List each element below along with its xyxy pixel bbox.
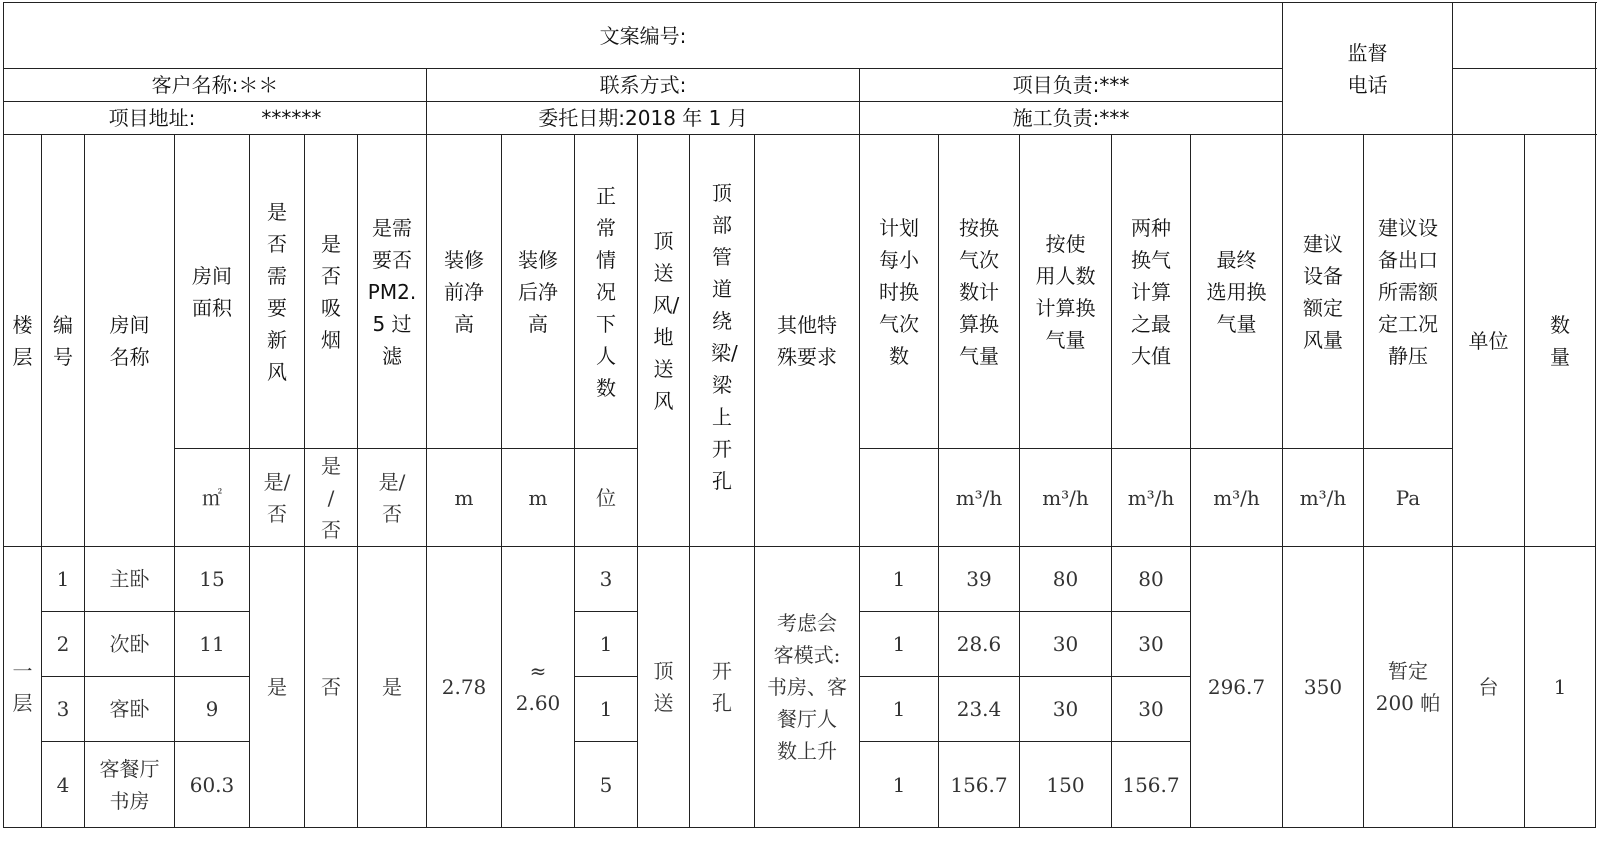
unit-pm25: 是/ 否: [358, 449, 427, 547]
col-people-label: 正常情况下人数: [596, 183, 616, 400]
construction-lead-label: 施工负责:***: [1012, 106, 1130, 130]
special-cell: 考虑会 客模式: 书房、客 餐厅人 数上升: [755, 547, 860, 828]
table-row-plan-ach: 1: [860, 612, 939, 677]
unit-smoking: 是 / 否: [305, 449, 358, 547]
col-special-label: 其他特 殊要求: [777, 312, 837, 369]
table-row-no: 4: [42, 742, 85, 828]
unit-height-after: m: [502, 449, 575, 547]
unit-max: m³/h: [1112, 449, 1191, 547]
unit-people: 位: [575, 449, 638, 547]
table-row-area: 9: [175, 677, 250, 742]
height-before-cell: 2.78: [427, 547, 502, 828]
floor-value: 一层: [12, 659, 33, 715]
table-row-name: 次卧: [85, 612, 175, 677]
col-smoking-label: 是否吸烟: [321, 231, 341, 352]
col-by-people-header: [1020, 135, 1112, 449]
supervise-label: 监督 电话: [1347, 40, 1388, 97]
col-no-label: 编号: [53, 312, 73, 369]
unit-cell: 台: [1453, 547, 1525, 828]
table-row-people: 5: [575, 742, 638, 828]
col-by-people-label: 按使 用人数 计算换 气量: [1035, 231, 1096, 352]
qty-cell: 1: [1525, 547, 1596, 828]
col-pm25-header: [358, 135, 427, 449]
col-area-label: 房间 面积: [192, 263, 232, 320]
col-qty-header: [1525, 135, 1596, 547]
table-row-area: 11: [175, 612, 250, 677]
unit-rated: m³/h: [1283, 449, 1364, 547]
unit-by-people: m³/h: [1020, 449, 1112, 547]
unit-height-before: m: [427, 449, 502, 547]
unit-pressure: Pa: [1364, 449, 1453, 547]
table-row-name: 客餐厅 书房: [85, 742, 175, 828]
table-row-max: 30: [1112, 677, 1191, 742]
table-row-max: 156.7: [1112, 742, 1191, 828]
smoking-cell: 否: [305, 547, 358, 828]
ventilation-calculation-sheet: [3, 2, 1596, 828]
col-unit-label: 单位: [1468, 328, 1509, 353]
col-height-before-header: [427, 135, 502, 449]
rated-flow-cell: 350: [1283, 547, 1364, 828]
address-cell: [4, 102, 427, 135]
height-after-cell: ≈ 2.60: [502, 547, 575, 828]
col-plan-ach-header: [860, 135, 939, 449]
col-by-ach-label: 按换 气次 数计 算换 气量: [959, 215, 999, 368]
unit-by-ach: m³/h: [939, 449, 1020, 547]
table-row-by-people: 150: [1020, 742, 1112, 828]
col-height-after-header: [502, 135, 575, 449]
col-height-before-label: 装修 前净 高: [444, 247, 484, 336]
contact-cell: [427, 69, 860, 102]
duct-cell: 开孔: [690, 547, 755, 828]
table-row-plan-ach: 1: [860, 742, 939, 828]
col-fresh-air-label: 是否需要新风: [267, 199, 287, 384]
unit-area: ㎡: [175, 449, 250, 547]
col-duct-label: 顶部管道绕梁/梁上开孔: [711, 181, 738, 493]
final-flow-cell: 296.7: [1191, 547, 1283, 828]
unit-final: m³/h: [1191, 449, 1283, 547]
col-floor-header: [4, 135, 42, 547]
col-room-name-label: 房间 名称: [109, 312, 150, 369]
pm25-cell: 是: [358, 547, 427, 828]
table-row-by-ach: 23.4: [939, 677, 1020, 742]
table-row-by-people: 30: [1020, 612, 1112, 677]
table-row-area: 60.3: [175, 742, 250, 828]
table-row-by-ach: 28.6: [939, 612, 1020, 677]
table-row-max: 30: [1112, 612, 1191, 677]
customer-cell: [4, 69, 427, 102]
project-lead-cell: [860, 69, 1283, 102]
col-plan-ach-label: 计划 每小 时换 气次 数: [879, 215, 919, 368]
address-label: 项目地址:: [108, 106, 196, 130]
col-max-header: [1112, 135, 1191, 449]
table-row-by-people: 30: [1020, 677, 1112, 742]
col-area-header: [175, 135, 250, 449]
floor-cell: [4, 547, 42, 828]
table-row-plan-ach: 1: [860, 677, 939, 742]
fresh-air-cell: 是: [250, 547, 305, 828]
table-row-name: 客卧: [85, 677, 175, 742]
table-row-by-ach: 39: [939, 547, 1020, 612]
col-rated-header: [1283, 135, 1364, 449]
col-qty-label: 数 量: [1550, 312, 1570, 369]
customer-label: 客户名称:＊＊: [151, 73, 279, 97]
supervise-value-cell: [1453, 3, 1596, 69]
col-height-after-label: 装修 后净 高: [518, 247, 558, 336]
col-floor-label: 楼层: [12, 312, 33, 369]
table-row-people: 3: [575, 547, 638, 612]
contact-label: 联系方式:: [599, 73, 687, 97]
col-pressure-header: [1364, 135, 1453, 449]
unit-plan-ach: [860, 449, 939, 547]
address-value: ******: [261, 106, 322, 130]
col-smoking-header: [305, 135, 358, 449]
col-supply-header: [638, 135, 690, 547]
doc-no-label: 文案编号:: [599, 23, 687, 48]
table-row-people: 1: [575, 677, 638, 742]
col-no-header: [42, 135, 85, 547]
table-row-no: 1: [42, 547, 85, 612]
table-row-area: 15: [175, 547, 250, 612]
commission-cell: [427, 102, 860, 135]
table-row-plan-ach: 1: [860, 547, 939, 612]
col-special-header: [755, 135, 860, 547]
col-people-header: [575, 135, 638, 449]
col-by-ach-header: [939, 135, 1020, 449]
col-max-label: 两种 换气 计算 之最 大值: [1131, 215, 1171, 368]
commission-label: 委托日期:2018 年 1 月: [538, 106, 748, 130]
table-row-by-ach: 156.7: [939, 742, 1020, 828]
table-row-name: 主卧: [85, 547, 175, 612]
project-lead-label: 项目负责:***: [1012, 73, 1130, 97]
static-pressure-cell: 暂定 200 帕: [1364, 547, 1453, 828]
table-row-people: 1: [575, 612, 638, 677]
col-final-label: 最终 选用换 气量: [1206, 247, 1267, 336]
supervise-label-cell: [1283, 3, 1453, 135]
table-row-no: 2: [42, 612, 85, 677]
construction-lead-cell: [860, 102, 1283, 135]
col-unit-header: [1453, 135, 1525, 547]
supply-cell: 顶送: [638, 547, 690, 828]
table-row-max: 80: [1112, 547, 1191, 612]
col-final-header: [1191, 135, 1283, 449]
col-room-name-header: [85, 135, 175, 547]
col-supply-label: 顶送风/地送风: [652, 229, 680, 413]
table-row-by-people: 80: [1020, 547, 1112, 612]
col-duct-header: [690, 135, 755, 547]
table-row-no: 3: [42, 677, 85, 742]
col-pm25-label: 是需 要否 PM2. 5 过 滤: [367, 215, 417, 368]
supervise-extra-cell: [1453, 69, 1596, 135]
unit-fresh-air: 是/ 否: [250, 449, 305, 547]
col-pressure-label: 建议设 备出口 所需额 定工况 静压: [1378, 215, 1438, 368]
doc-no-cell: [4, 3, 1283, 69]
col-rated-label: 建议 设备 额定 风量: [1303, 231, 1343, 352]
col-fresh-air-header: [250, 135, 305, 449]
